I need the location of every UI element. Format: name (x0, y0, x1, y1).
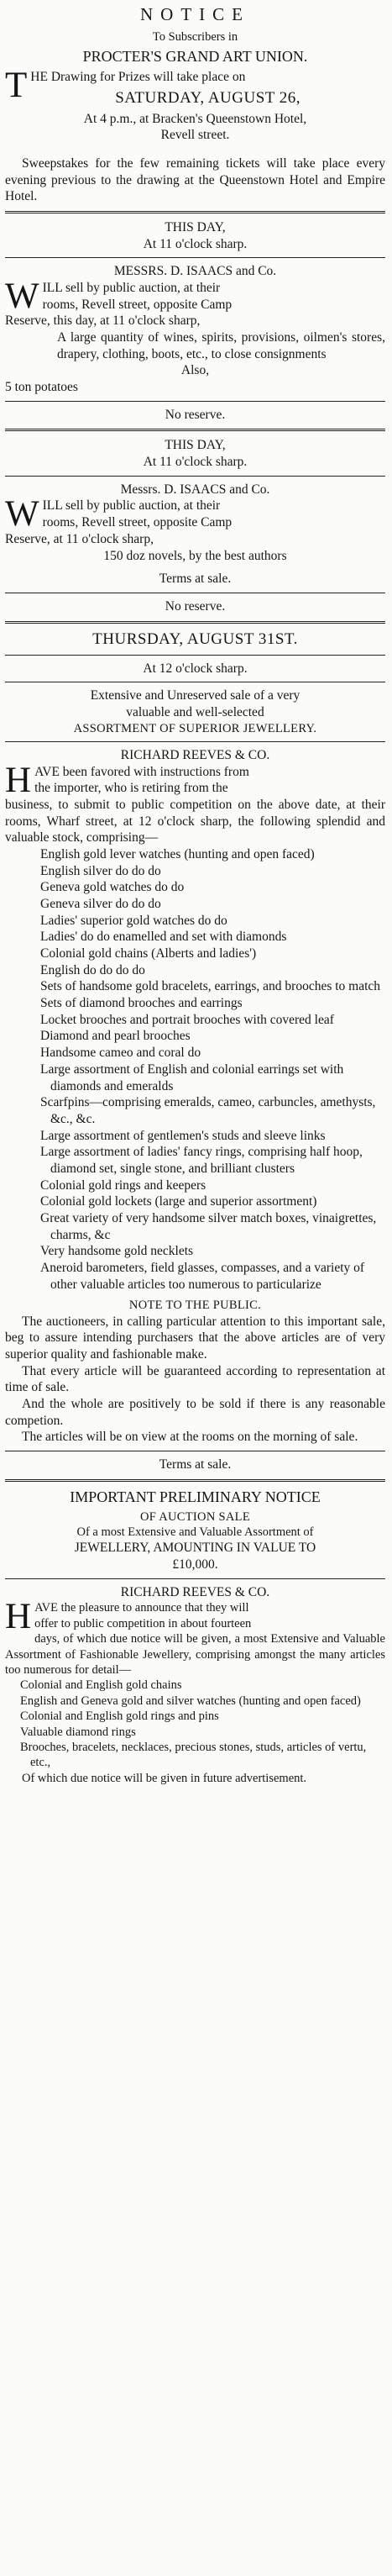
notice-art-union (5, 3, 385, 205)
ad2-terms: Terms at sale. (159, 572, 232, 587)
ad-reeves-jewellery-sale (5, 630, 385, 1473)
ad3-note2: That every article will be guaranteed according to representation at time of sale. (5, 1363, 385, 1395)
ad1-potatoes: 5 ton potatoes (5, 380, 78, 395)
list-item: English do do do do (40, 962, 145, 977)
ad4-item-list (5, 1678, 385, 1770)
list-item: Aneroid barometers, field glasses, compasses, and a variety of other valuable articles too numerous to particularize (40, 1260, 365, 1292)
ad2-no-reserve: No reserve. (165, 598, 226, 614)
list-item: Large assortment of gentlemen's studs and sleeve links (40, 1128, 326, 1143)
list-item: Geneva gold watches do do (40, 880, 185, 895)
ad1-firm: MESSRS. D. ISAACS and Co. (113, 264, 277, 279)
divider (5, 1479, 385, 1482)
ad2-this-day: THIS DAY, (165, 438, 226, 453)
divider (5, 476, 385, 477)
ad1-time: At 11 o'clock sharp. (143, 236, 248, 251)
notice-heading: PROCTER'S GRAND ART UNION. (82, 48, 308, 66)
ad2-intro (5, 494, 385, 535)
ad1-goods: A large quantity of wines, spirits, provisions, oilmen's stores, drapery, clothing, boots, etc., to close consignments (57, 330, 385, 361)
notice-title: NOTICE (140, 4, 250, 24)
drop-cap: H (5, 760, 32, 800)
ad3-line2: the importer, who is retiring from the (34, 781, 228, 796)
list-item: Very handsome gold necklets (40, 1244, 194, 1259)
ad2-time: At 11 o'clock sharp. (143, 455, 248, 470)
divider (5, 401, 385, 402)
ad1-also: Also, (180, 363, 210, 378)
list-item: English and Geneva gold and silver watches (hunting and open faced) (20, 1694, 361, 1708)
notice-street: Revell street. (160, 128, 230, 143)
divider (5, 257, 385, 258)
ad3-item-list (5, 846, 385, 1293)
ad2-firm: Messrs. D. ISAACS and Co. (120, 482, 270, 497)
list-item: Colonial gold rings and keepers (40, 1177, 206, 1193)
divider (5, 429, 385, 431)
list-item: Colonial gold lockets (large and superior assortment) (40, 1194, 317, 1209)
ad3-line1: AVE been favored with instructions from (34, 764, 249, 779)
ad4-heading: IMPORTANT PRELIMINARY NOTICE (70, 1488, 321, 1505)
ad3-body: business, to submit to public competition on the above date, at their rooms, Wharf street, at 12 o'clock sharp, the following splendid and valuable stock, comprising— (5, 798, 385, 845)
ad1-no-reserve: No reserve. (165, 407, 226, 422)
ad1-line1: ILL sell by public auction, at their (42, 281, 221, 296)
list-item: Ladies' do do enamelled and set with diamonds (40, 930, 287, 945)
drop-cap: W (5, 494, 39, 535)
drop-cap: T (5, 65, 28, 105)
notice-sweepstakes: Sweepstakes for the few remaining tickets will take place every evening previous to the drawing at the Queenstown Hotel and Empire Hotel. (5, 156, 385, 204)
notice-subtitle: To Subscribers in (152, 29, 238, 44)
drop-cap: H (5, 1597, 32, 1637)
list-item: Sets of handsome gold bracelets, earrings, and brooches to match (40, 979, 381, 994)
notice-date: SATURDAY, AUGUST 26, (115, 88, 301, 107)
ad3-intro1: Extensive and Unreserved sale of a very (90, 688, 301, 703)
ad2-line3: Reserve, at 11 o'clock sharp, (5, 531, 154, 546)
ad4-line-a: AVE the pleasure to announce that they will (34, 1601, 249, 1615)
list-item: Valuable diamond rings (20, 1725, 136, 1739)
ad3-intro (5, 760, 385, 800)
ad3-terms: Terms at sale. (159, 1457, 232, 1472)
list-item: Colonial gold chains (Alberts and ladies') (40, 946, 257, 961)
divider (5, 621, 385, 624)
ad3-firm: RICHARD REEVES & CO. (120, 748, 270, 763)
ad3-note3: And the whole are positively to be sold if there is any reasonable competion. (5, 1397, 385, 1428)
list-item: Sets of diamond brooches and earrings (40, 996, 243, 1011)
ad4-line-b: offer to public competition in about fourteen (34, 1616, 252, 1630)
ad3-note4: The articles will be on view at the rooms on the morning of sale. (22, 1430, 358, 1445)
ad4-amount: £10,000. (172, 1557, 218, 1572)
ad2-goods: 150 doz novels, by the best authors (103, 548, 287, 563)
ad-isaacs-wines (5, 219, 385, 423)
list-item: Colonial and English gold chains (20, 1678, 182, 1693)
ad3-assortment: ASSORTMENT OF SUPERIOR JEWELLERY. (73, 721, 317, 735)
ad1-line2: rooms, Revell street, opposite Camp (42, 297, 233, 312)
ad1-intro (5, 277, 385, 317)
ad2-line2: rooms, Revell street, opposite Camp (42, 515, 233, 530)
ad1-this-day: THIS DAY, (165, 220, 226, 235)
divider (5, 211, 385, 213)
ad3-note1: The auctioneers, in calling particular attention to this important sale, beg to assure intending purchasers that the above articles are of very superior quality and fashionable make. (5, 1314, 385, 1362)
ad4-closing: Of which due notice will be given in future advertisement. (22, 1771, 307, 1785)
list-item: Locket brooches and portrait brooches with covered leaf (40, 1012, 334, 1027)
ad4-line2: JEWELLERY, AMOUNTING IN VALUE TO (74, 1541, 316, 1556)
notice-intro-text: HE Drawing for Prizes will take place on (30, 69, 246, 84)
notice-time-venue: At 4 p.m., at Bracken's Queenstown Hotel, (83, 111, 307, 126)
list-item: Scarfpins—comprising emeralds, cameo, carbuncles, amethysts, &c., &c. (40, 1095, 376, 1126)
list-item: Large assortment of English and colonial earrings set with diamonds and emeralds (40, 1061, 344, 1093)
list-item: Colonial and English gold rings and pins (20, 1709, 219, 1724)
ad1-line3: Reserve, this day, at 11 o'clock sharp, (5, 313, 201, 329)
ad-reeves-preliminary-notice (5, 1488, 385, 1787)
ad2-line1: ILL sell by public auction, at their (42, 498, 221, 514)
ad3-time: At 12 o'clock sharp. (143, 661, 248, 676)
list-item: Diamond and pearl brooches (40, 1029, 191, 1044)
divider (5, 741, 385, 742)
list-item: Large assortment of ladies' fancy rings, comprising half hoop, diamond set, single stone, and brilliant clusters (40, 1145, 363, 1176)
list-item: Geneva silver do do do (40, 897, 161, 912)
divider (5, 655, 385, 656)
ad4-body: days, of which due notice will be given, a most Extensive and Valuable Assortment of Fashionable Jewellery, comprising amongst the many articles too numerous for detail— (5, 1632, 385, 1677)
divider (5, 1578, 385, 1579)
drop-cap: W (5, 277, 39, 317)
list-item: English gold lever watches (hunting and open faced) (40, 847, 315, 862)
ad4-firm: RICHARD REEVES & CO. (120, 1584, 270, 1599)
ad4-sub: OF AUCTION SALE (140, 1509, 250, 1524)
list-item: English silver do do do (40, 863, 161, 878)
ad3-date: THURSDAY, AUGUST 31ST. (92, 630, 298, 648)
list-item: Handsome cameo and coral do (40, 1046, 201, 1061)
ad-isaacs-novels (5, 437, 385, 614)
ad3-note-heading: NOTE TO THE PUBLIC. (128, 1299, 262, 1313)
ad4-line1: Of a most Extensive and Valuable Assortment of (76, 1525, 314, 1539)
ad3-intro2: valuable and well-selected (126, 704, 264, 719)
list-item: Great variety of very handsome silver match boxes, vinaigrettes, charms, &c (40, 1210, 377, 1242)
list-item: Brooches, bracelets, necklaces, precious stones, studs, articles of vertu, etc., (20, 1741, 367, 1770)
ad4-intro (5, 1597, 385, 1637)
list-item: Ladies' superior gold watches do do (40, 913, 227, 928)
